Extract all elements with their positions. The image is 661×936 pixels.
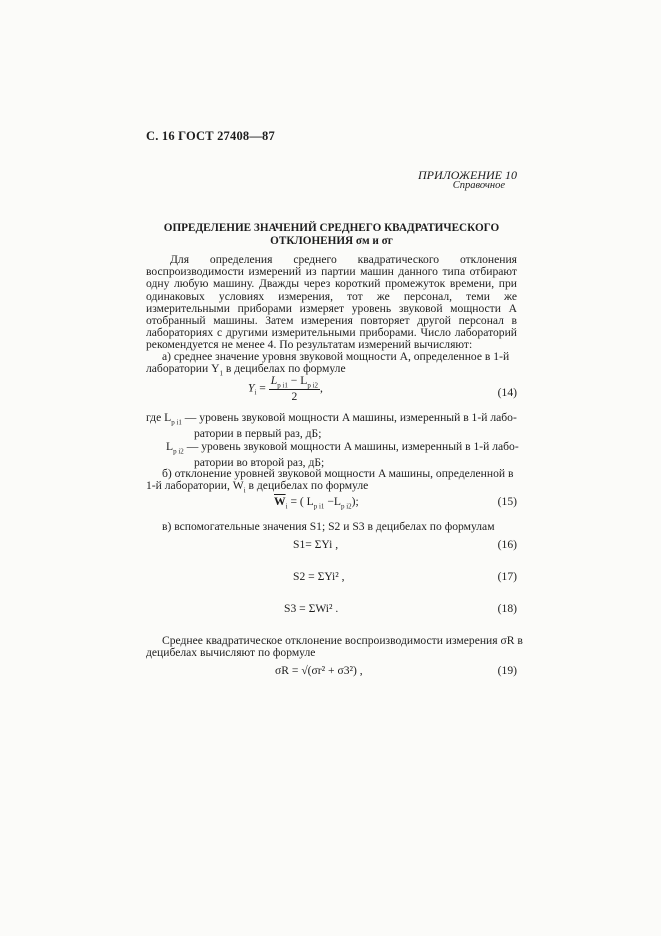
eq15-lhs: $\overline{W}$ (274, 495, 286, 508)
eq14-tail: , (320, 381, 323, 395)
equation-19: σR = √(σr² + σ3²) , (275, 664, 363, 677)
equation-15-number: (15) (497, 495, 517, 508)
eq14-num: L (270, 374, 278, 387)
eq14-fraction: $\frac{L_{p i1} - L_{p i2}}{2}$ (270, 374, 319, 404)
final-line2: децибелах вычисляют по формуле (146, 646, 316, 659)
item-b-line2: 1-й лаборатории, $W_i$ в децибелах по формуле (146, 479, 369, 495)
equation-18-number: (18) (497, 602, 517, 615)
item-b-label: 1-й лаборатории, W (146, 479, 244, 492)
item-c: в) вспомогательные значения S1; S2 и S3 в децибелах по формулам (162, 520, 495, 533)
item-a-line1: а) среднее значение уровня звуковой мощности A, определенное в 1-й (162, 350, 510, 363)
equation-18: S3 = ΣWi² . (284, 602, 339, 615)
where1-prefix: где L (146, 411, 172, 424)
equation-14: $Y_i$ = $\frac{L_{p i1} - L_{p i2}}{2}$ , (248, 374, 323, 404)
eq15-body: = ( L (287, 495, 314, 508)
where-2: $L_{p i2}$ — уровень звуковой мощности A машины, измеренный в 1-й лабо- (166, 440, 519, 456)
item-b-tail: в децибелах по формуле (245, 479, 369, 492)
where2-text: — уровень звуковой мощности A машины, измеренный в 1-й лабо- (183, 440, 519, 453)
page-header: С. 16 ГОСТ 27408—87 (146, 129, 275, 143)
section-title-line2: ОТКЛОНЕНИЯ σм и σг (270, 235, 393, 247)
appendix-subtitle: Справочное (452, 180, 505, 191)
where-2-cont: ратории во второй раз, дБ; (194, 456, 325, 469)
where-1-cont: ратории в первый раз, дБ; (194, 427, 322, 440)
equation-16: S1= ΣYi , (293, 538, 339, 551)
eq14-minus: − L (287, 374, 308, 387)
item-b-line1: б) отклонение уровней звуковой мощности A машины, определенной в (162, 467, 514, 480)
final-line1: Среднее квадратическое отклонение воспроизводимости измерения σR в (162, 634, 523, 647)
section-title-line1: ОПРЕДЕЛЕНИЕ ЗНАЧЕНИЙ СРЕДНЕГО КВАДРАТИЧЕСКОГО (163, 222, 500, 234)
equation-14-number: (14) (497, 386, 517, 399)
item-a-label: лаборатории Y (146, 362, 220, 375)
eq14-lhs: Y (248, 381, 255, 395)
where-1: где $L_{p i1}$ — уровень звуковой мощности A машины, измеренный в 1-й лабо- (146, 411, 517, 427)
intro-paragraph: Для определения среднего квадратического отклонения воспроизводимости измерений из партии машин данного типа отбирают одну любую машину. Дважды через короткий промежуток времени, при одинаковых условиях измерения, тот же персонал, теми же измерительными приборами измеряет уровень звуковой мощности A отобранный машины. Затем измерения повторяет другой персонал в лабораториях с другими измерительными приборами. Число лабораторий рекомендуется не менее 4. По результатам измерений вычисляют: (146, 253, 517, 352)
appendix-title: ПРИЛОЖЕНИЕ 10 (418, 168, 517, 182)
eq15-mid: −L (324, 495, 341, 508)
equation-17: S2 = ΣYi² , (293, 570, 345, 583)
equation-15: $\overline{W}_i$ = ( $L_{p i1} -L_{p i2}$); (274, 495, 359, 511)
item-a-line2: лаборатории $Y_1$ в децибелах по формуле (146, 362, 346, 378)
where2-prefix: L (166, 440, 174, 453)
eq14-den: 2 (291, 390, 298, 404)
equation-16-number: (16) (497, 538, 517, 551)
where1-text: — уровень звуковой мощности A машины, измеренный в 1-й лабо- (181, 411, 517, 424)
item-a-tail: в децибелах по формуле (222, 362, 346, 375)
eq15-tail: ); (351, 495, 359, 508)
equation-19-number: (19) (497, 664, 517, 677)
equation-17-number: (17) (497, 570, 517, 583)
